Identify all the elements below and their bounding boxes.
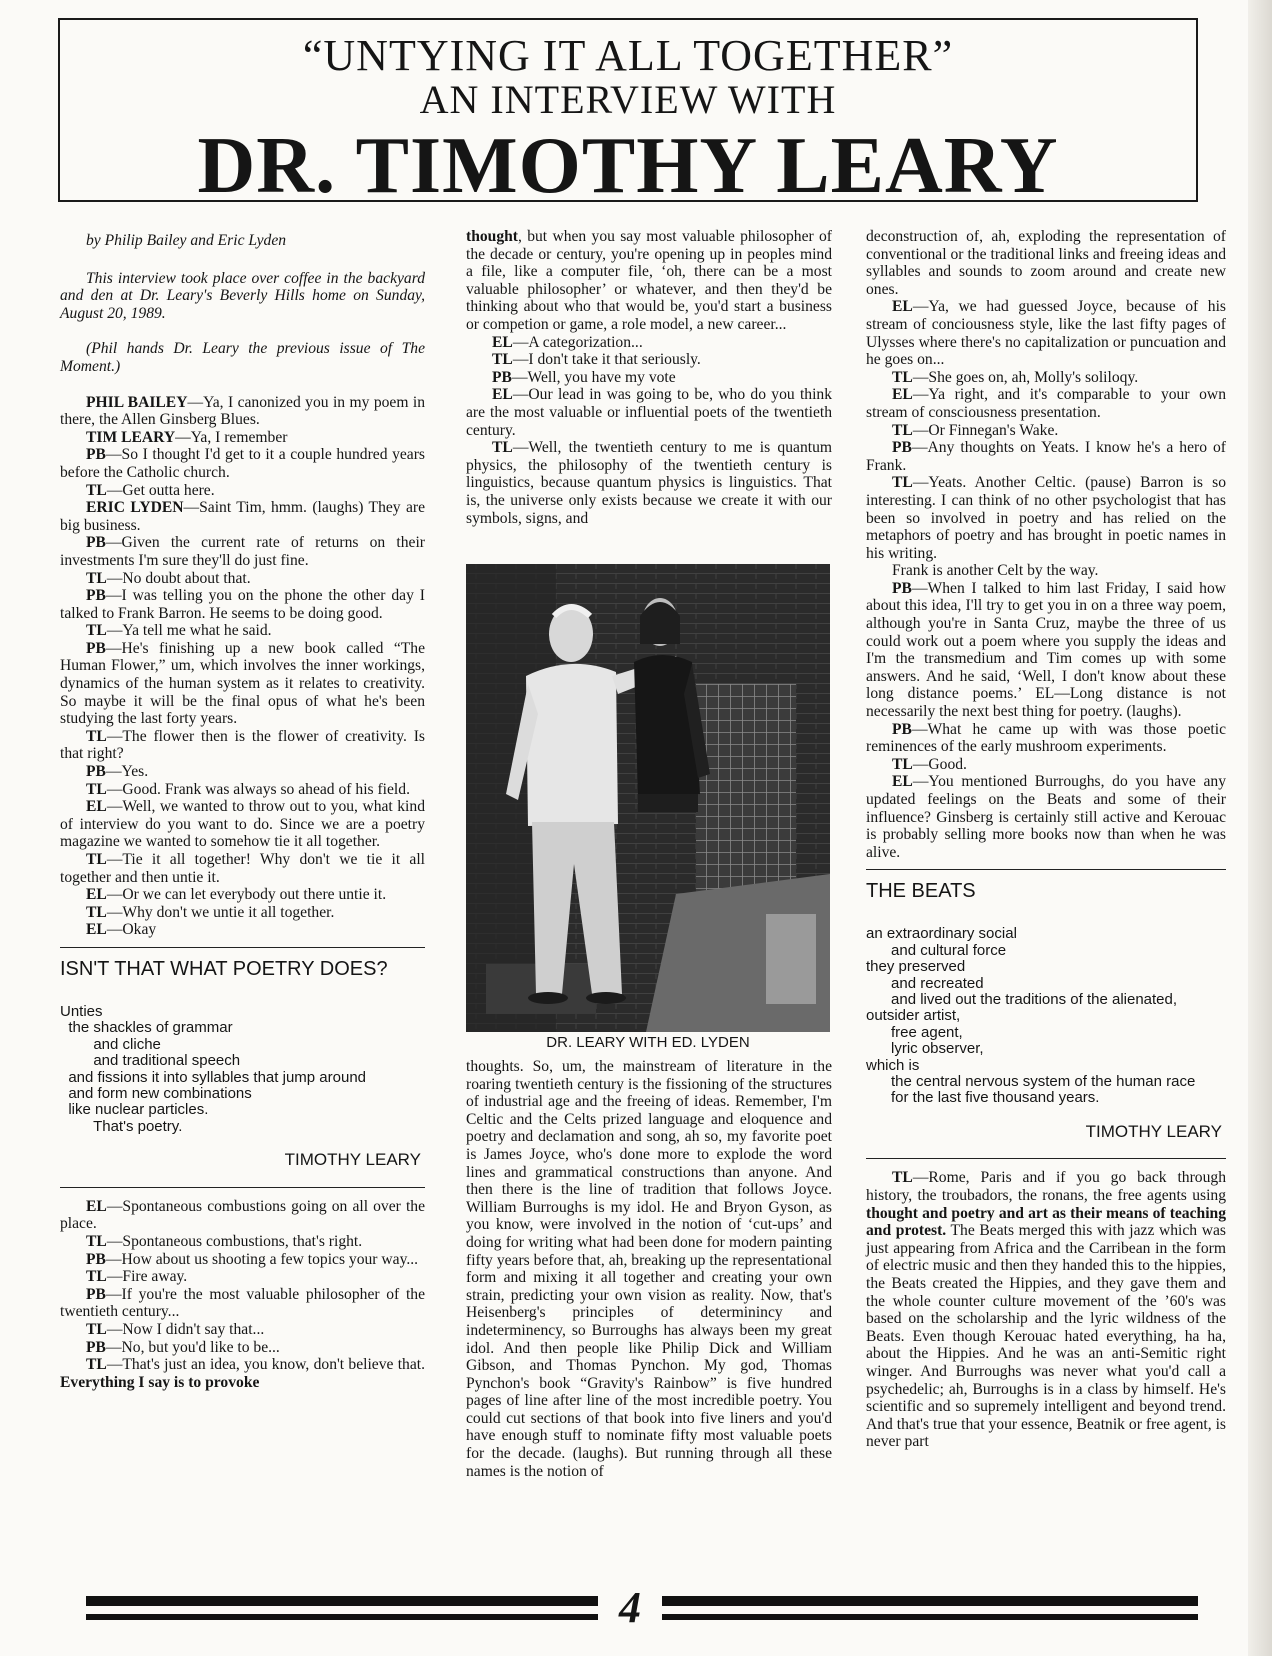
- dialogue-line: [60, 886, 425, 904]
- dialogue-text: —When I talked to him last Friday, I said how about this idea, I'll try to get you in on a three way poem, although you're in Santa Cruz, maybe the three of us could work out a poem where you supply the ideas and I'm the transmedium and Tim comes up with some answers. And he said, ‘Well, I don't know about these long distance poems.’ EL—Long distance is not necessarily the next best thing for poetry. (laughs).: [866, 579, 1226, 721]
- poem-line: free agent,: [866, 1023, 963, 1041]
- dialogue-line: [60, 429, 425, 447]
- dialogue-text: —No doubt about that.: [106, 569, 251, 587]
- poem-title: ISN'T THAT WHAT POETRY DOES?: [60, 957, 388, 980]
- poem-author: TIMOTHY LEARY: [1085, 1121, 1222, 1141]
- speaker: TL: [492, 351, 513, 369]
- speaker: EL: [86, 921, 107, 939]
- speaker: TL: [86, 1268, 107, 1286]
- dialogue-line: [60, 1321, 425, 1339]
- dialogue-line: [60, 446, 425, 481]
- text: —Rome, Paris and if you go back through history, the troubadors, the ronans, the free agents using: [866, 1169, 1226, 1205]
- dialogue-line: [60, 798, 425, 851]
- poem-title: THE BEATS: [866, 880, 976, 903]
- stage-note: (Phil hands Dr. Leary the previous issue of The Moment.): [60, 340, 425, 375]
- dialogue-line: [466, 334, 832, 352]
- title-line-2: AN INTERVIEW WITH: [419, 77, 837, 122]
- poem-line: like nuclear particles.: [60, 1101, 209, 1119]
- dialogue-line: [866, 562, 1226, 580]
- speaker: TL: [86, 903, 107, 921]
- poem-line: and recreated: [866, 974, 984, 992]
- dialogue-text: —Or Finnegan's Wake.: [912, 421, 1059, 439]
- title-line-3: DR. TIMOTHY LEARY: [197, 122, 1059, 210]
- dialogue-text: —I don't take it that seriously.: [512, 351, 701, 369]
- dialogue-block-2: [60, 1198, 425, 1392]
- speaker: PB: [892, 720, 912, 738]
- speaker: TL: [86, 780, 107, 798]
- dialogue-line: [866, 474, 1226, 562]
- speaker: TL: [892, 474, 913, 492]
- column-2: [466, 228, 832, 527]
- photo: [466, 564, 830, 1032]
- dialogue-text: —Okay: [106, 921, 157, 939]
- poem-line: lyric observer,: [866, 1040, 984, 1058]
- dialogue-line: [60, 622, 425, 640]
- divider: [60, 947, 425, 948]
- dialogue-text: —I was telling you on the phone the other day I talked to Frank Barron. He seems to be doing good.: [60, 587, 425, 622]
- speaker: EL: [892, 386, 913, 404]
- speaker: PB: [86, 1285, 106, 1303]
- dialogue-block-4: [866, 298, 1226, 861]
- poem-line: and cultural force: [866, 941, 1007, 959]
- dialogue-line: [60, 1251, 425, 1269]
- poem-line: the central nervous system of the human race: [866, 1073, 1196, 1091]
- poem-line: and traditional speech: [60, 1052, 241, 1070]
- dialogue-text: —You mentioned Burroughs, do you have any updated feelings on the Beats and some of their influence? Ginsberg is certainly still active and Kerouac is probably selling more books now than when he was alive.: [866, 773, 1226, 861]
- dialogue-text: —Spontaneous combustions going on all over the place.: [60, 1197, 425, 1233]
- dialogue-text: —Good.: [912, 755, 967, 773]
- speaker: TL: [892, 421, 913, 439]
- speaker: TL: [892, 368, 913, 386]
- dialogue-text: —So I thought I'd get to it a couple hundred years before the Catholic church.: [60, 446, 425, 481]
- footer-rule-right: [662, 1614, 1198, 1620]
- poem-line: and form new combinations: [60, 1085, 252, 1102]
- divider: [866, 1158, 1226, 1159]
- poem-body: [866, 926, 1226, 1106]
- speaker: EL: [892, 298, 913, 316]
- dialogue-text: —No, but you'd like to be...: [105, 1338, 280, 1356]
- dialogue-text: —Our lead in was going to be, who do you think are the most valuable or influential poets of the twentieth century.: [466, 386, 832, 439]
- speaker: EL: [892, 773, 913, 791]
- speaker: EL: [86, 1197, 107, 1215]
- dialogue-line: [866, 439, 1226, 474]
- page-number: 4: [619, 1583, 641, 1632]
- dialogue-text: —How about us shooting a few topics your way...: [105, 1250, 419, 1268]
- dialogue-line: [60, 728, 425, 763]
- column-1: [60, 228, 425, 1391]
- dialogue-text: —Ya, I canonized you in my poem in there, the Allen Ginsberg Blues.: [60, 393, 425, 429]
- speaker: TL: [492, 439, 513, 457]
- text: , but when you say most valuable philosopher of the decade or century, you're opening up in peoples mind a file, like a computer file, ‘oh, there can be a most valuable philosopher’ or whatever, and then they'd be thinking about who that would be, you'd start a business or competion or game, a role model, a new career...: [466, 228, 832, 333]
- dialogue-text: —Ya, I remember: [175, 428, 288, 446]
- byline: by Philip Bailey and Eric Lyden: [86, 232, 287, 249]
- speaker: TL: [86, 481, 107, 499]
- poem-line: they preserved: [866, 958, 966, 976]
- paragraph: [466, 228, 832, 334]
- divider: [866, 869, 1226, 870]
- dialogue-text: —Get outta here.: [106, 481, 215, 499]
- dialogue-text: —Why don't we untie it all together.: [106, 903, 335, 921]
- dialogue-line: [60, 640, 425, 728]
- footer-rule-left: [86, 1614, 598, 1620]
- dialogue-text: —The flower then is the flower of creativity. Is that right?: [60, 727, 425, 763]
- dialogue-line: [60, 781, 425, 799]
- dialogue-line: [466, 386, 832, 439]
- speaker: ERIC LYDEN: [86, 499, 184, 517]
- dialogue-line: [60, 482, 425, 500]
- dialogue-text: —Saint Tim, hmm. (laughs) They are big business.: [60, 499, 425, 534]
- speaker: TL: [892, 755, 913, 773]
- dialogue-text: —Spontaneous combustions, that's right.: [106, 1233, 363, 1250]
- dialogue-text: —Ya right, and it's comparable to your own stream of consciousness presentation.: [866, 386, 1226, 421]
- dialogue-text: —Ya tell me what he said.: [106, 622, 272, 640]
- poem-line: which is: [866, 1056, 920, 1074]
- speaker: EL: [86, 798, 107, 816]
- poem-line: outsider artist,: [866, 1007, 961, 1025]
- dialogue-text: —Given the current rate of returns on their investments I'm sure they'll do just fine.: [60, 534, 425, 569]
- poem-author: TIMOTHY LEARY: [284, 1150, 421, 1170]
- speaker: PB: [86, 639, 106, 657]
- poem-line: an extraordinary social: [866, 925, 1017, 943]
- dialogue-block-1: [60, 394, 425, 939]
- dialogue-line: [866, 756, 1226, 774]
- dialogue-line: [60, 394, 425, 429]
- dialogue-line: [866, 386, 1226, 421]
- dialogue-text: —Tie it all together! Why don't we tie it all together and then untie it.: [60, 851, 425, 886]
- speaker: TL: [86, 727, 107, 745]
- poem-line: and cliche: [60, 1035, 161, 1053]
- poem-line: and lived out the traditions of the alienated,: [866, 991, 1178, 1008]
- dialogue-text: —Ya, we had guessed Joyce, because of his stream of conciousness style, like the last fifty pages of Ulysses where there's no capitalization or puncuation and he goes on...: [866, 298, 1226, 369]
- speaker: PHIL BAILEY: [86, 393, 188, 411]
- intro: This interview took place over coffee in the backyard and den at Dr. Leary's Beverly Hills home on Sunday, August 20, 1989.: [60, 269, 425, 322]
- dialogue-line: [60, 851, 425, 886]
- dialogue-line: [60, 763, 425, 781]
- dialogue-text: —A categorization...: [512, 333, 643, 351]
- dialogue-text: —Yeats. Another Celtic. (pause) Barron is so interesting. I can think of no other psychologist that has been so involved in poetry and has relied on the metaphors of poetry and has brought in poetic names in his writing.: [866, 474, 1226, 562]
- dialogue-line: [60, 1198, 425, 1233]
- dialogue-text: —Yes.: [105, 763, 149, 781]
- poem-body: [60, 1004, 425, 1135]
- speaker: PB: [86, 1250, 106, 1268]
- dialogue-line: [466, 351, 832, 369]
- dialogue-line: [466, 369, 832, 387]
- dialogue-line: [60, 1233, 425, 1251]
- speaker: PB: [892, 579, 912, 597]
- speaker: PB: [892, 439, 912, 457]
- dialogue-line: [866, 422, 1226, 440]
- divider: [60, 1187, 425, 1188]
- poem-line: and fissions it into syllables that jump around: [60, 1068, 366, 1086]
- dialogue-text: —Good. Frank was always so ahead of his field.: [106, 780, 410, 798]
- dialogue-text: —He's finishing up a new book called “The Human Flower,” um, which involves the inner workings, dynamics of the human system as it relates to creativity. So maybe it will be the final opus of what he's been studying the last forty years.: [60, 639, 425, 728]
- dialogue-line: [60, 1339, 425, 1357]
- footer-rule-left: [86, 1596, 598, 1606]
- speaker: PB: [86, 446, 106, 464]
- speaker: PB: [492, 368, 512, 386]
- speaker: TL: [86, 622, 107, 640]
- poem-line: Unties: [60, 1002, 103, 1020]
- speaker: PB: [86, 763, 106, 781]
- dialogue-line: [60, 1268, 425, 1286]
- dialogue-text: —Now I didn't say that...: [106, 1320, 265, 1338]
- dialogue-line: [866, 369, 1226, 387]
- dialogue-text: —Well, we wanted to throw out to you, what kind of interview do you want to do. Since we are a poetry magazine we wanted to somehow tie it all together.: [60, 798, 425, 851]
- speaker: PB: [86, 1338, 106, 1356]
- dialogue-text: —Any thoughts on Yeats. I know he's a hero of Frank.: [866, 439, 1226, 474]
- column-2-continued: [466, 1058, 832, 1480]
- speaker: EL: [492, 386, 513, 404]
- text: The Beats merged this with jazz which was just appearing from Africa and the Carribean in the form of electric music and then they handed this to the hippies, the Beats created the Hippies, and they gave them and the whole counter culture movement of the ’60's was based on the scholarship and the lyric wildness of the Beats. Even though Kerouac hated everything, ha ha, about the Hippies. And he was an anti-Semitic right winger. And Burroughs was never what you'd call a psychedelic; ah, Burroughs is in a class by himself. He's scientific and so supremely intelligent and beyond trend. And that's true that your essence, Beatnik or free agent, is never part: [866, 1222, 1226, 1451]
- dialogue-text: Frank is another Celt by the way.: [892, 562, 1099, 580]
- poem-line: for the last five thousand years.: [866, 1089, 1100, 1107]
- dialogue-text: —Or we can let everybody out there untie it.: [106, 886, 387, 904]
- speaker: TL: [86, 1320, 107, 1338]
- dialogue-text: —Well, the twentieth century to me is quantum physics, the philosophy of the twentieth century is linguistics, because quantum physics is linguistics. That is, the universe only exists because we create it with our symbols, signs, and: [466, 439, 832, 527]
- poem-line: the shackles of grammar: [60, 1019, 233, 1037]
- speaker: EL: [492, 333, 513, 351]
- column-3: [866, 228, 1226, 1451]
- paragraph: deconstruction of, ah, exploding the representation of conventional or the traditional links and freeing ideas and syllables and sounds to zoom around and create new ones.: [866, 228, 1226, 298]
- dialogue-text: —She goes on, ah, Molly's soliloqy.: [912, 368, 1139, 386]
- footer-rule-right: [662, 1596, 1198, 1606]
- dialogue-line: [60, 570, 425, 588]
- speaker: TL: [86, 1233, 107, 1250]
- dialogue-line: [466, 439, 832, 527]
- dialogue-text: —If you're the most valuable philosopher of the twentieth century...: [60, 1285, 425, 1321]
- dialogue-line: [60, 499, 425, 534]
- masthead: [58, 18, 1198, 210]
- emphasis: Everything I say is to provoke: [60, 1373, 260, 1391]
- speaker: TIM LEARY: [86, 428, 176, 446]
- dialogue-line: [60, 1356, 425, 1391]
- emphasis: thought: [466, 228, 518, 245]
- dialogue-line: [866, 721, 1226, 756]
- dialogue-block-3: [466, 334, 832, 528]
- dialogue-line: [60, 587, 425, 622]
- paragraph: [866, 1169, 1226, 1451]
- dialogue-line: [60, 921, 425, 939]
- page-edge: [1248, 0, 1272, 1656]
- title-line-1: “UNTYING IT ALL TOGETHER”: [302, 31, 954, 80]
- dialogue-text: —What he came up with was those poetic reminences of the early mushroom experiments.: [866, 720, 1226, 756]
- dialogue-line: [866, 773, 1226, 861]
- speaker: TL: [86, 569, 107, 587]
- photo-caption: DR. LEARY WITH ED. LYDEN: [546, 1034, 750, 1051]
- dialogue-line: [60, 1286, 425, 1321]
- emphasis: thought and poetry and art as their means of teaching and protest.: [866, 1204, 1226, 1240]
- speaker: PB: [86, 534, 106, 552]
- speaker: EL: [86, 886, 107, 904]
- dialogue-text: —That's just an idea, you know, don't believe that.: [106, 1356, 425, 1374]
- dialogue-text: —Well, you have my vote: [511, 368, 676, 386]
- dialogue-line: [60, 534, 425, 569]
- speaker: PB: [86, 587, 106, 605]
- dialogue-line: [60, 904, 425, 922]
- dialogue-text: —Fire away.: [106, 1268, 188, 1286]
- speaker: TL: [86, 1356, 107, 1374]
- speaker: TL: [86, 851, 107, 868]
- poem-line: That's poetry.: [60, 1117, 183, 1135]
- dialogue-line: [866, 580, 1226, 721]
- dialogue-line: [866, 298, 1226, 368]
- speaker: TL: [892, 1169, 913, 1187]
- paragraph: thoughts. So, um, the mainstream of literature in the roaring twentieth century is the fissioning of the structures of industrial age and the freeing of ideas. Remember, I'm Celtic and the Celts prized language and eloquence and poetry and declamation and song, ah so, my favorite poet is James Joyce, who's done more to explode the word lines and grammatical constructions than anyone. And then there is the line of tradition that follows Joyce. William Burroughs is my idol. He and Bryon Gyson, as you know, were involved in the notion of ‘cut-ups’ and doing for writing what had been done for modern painting fifty years before that, ah, breaking up the representational form and mixing it all together and creating your own strain, predicting your own vision as reality. Now, that's Heisenberg's principles of determinincy and indeterminency, so Burroughs has always been my great idol. And then people like Philip Dick and William Gibson, and Thomas Pynchon. My god, Thomas Pynchon's book “Gravity's Rainbow” is five hundred pages of line after line of the most incredible poetry. You could cut sections of that book into five liners and you'd have enough stuff to nominate fifty most valuable poets for the decade. (laughs). But running through all these names is the notion of: [466, 1058, 832, 1480]
